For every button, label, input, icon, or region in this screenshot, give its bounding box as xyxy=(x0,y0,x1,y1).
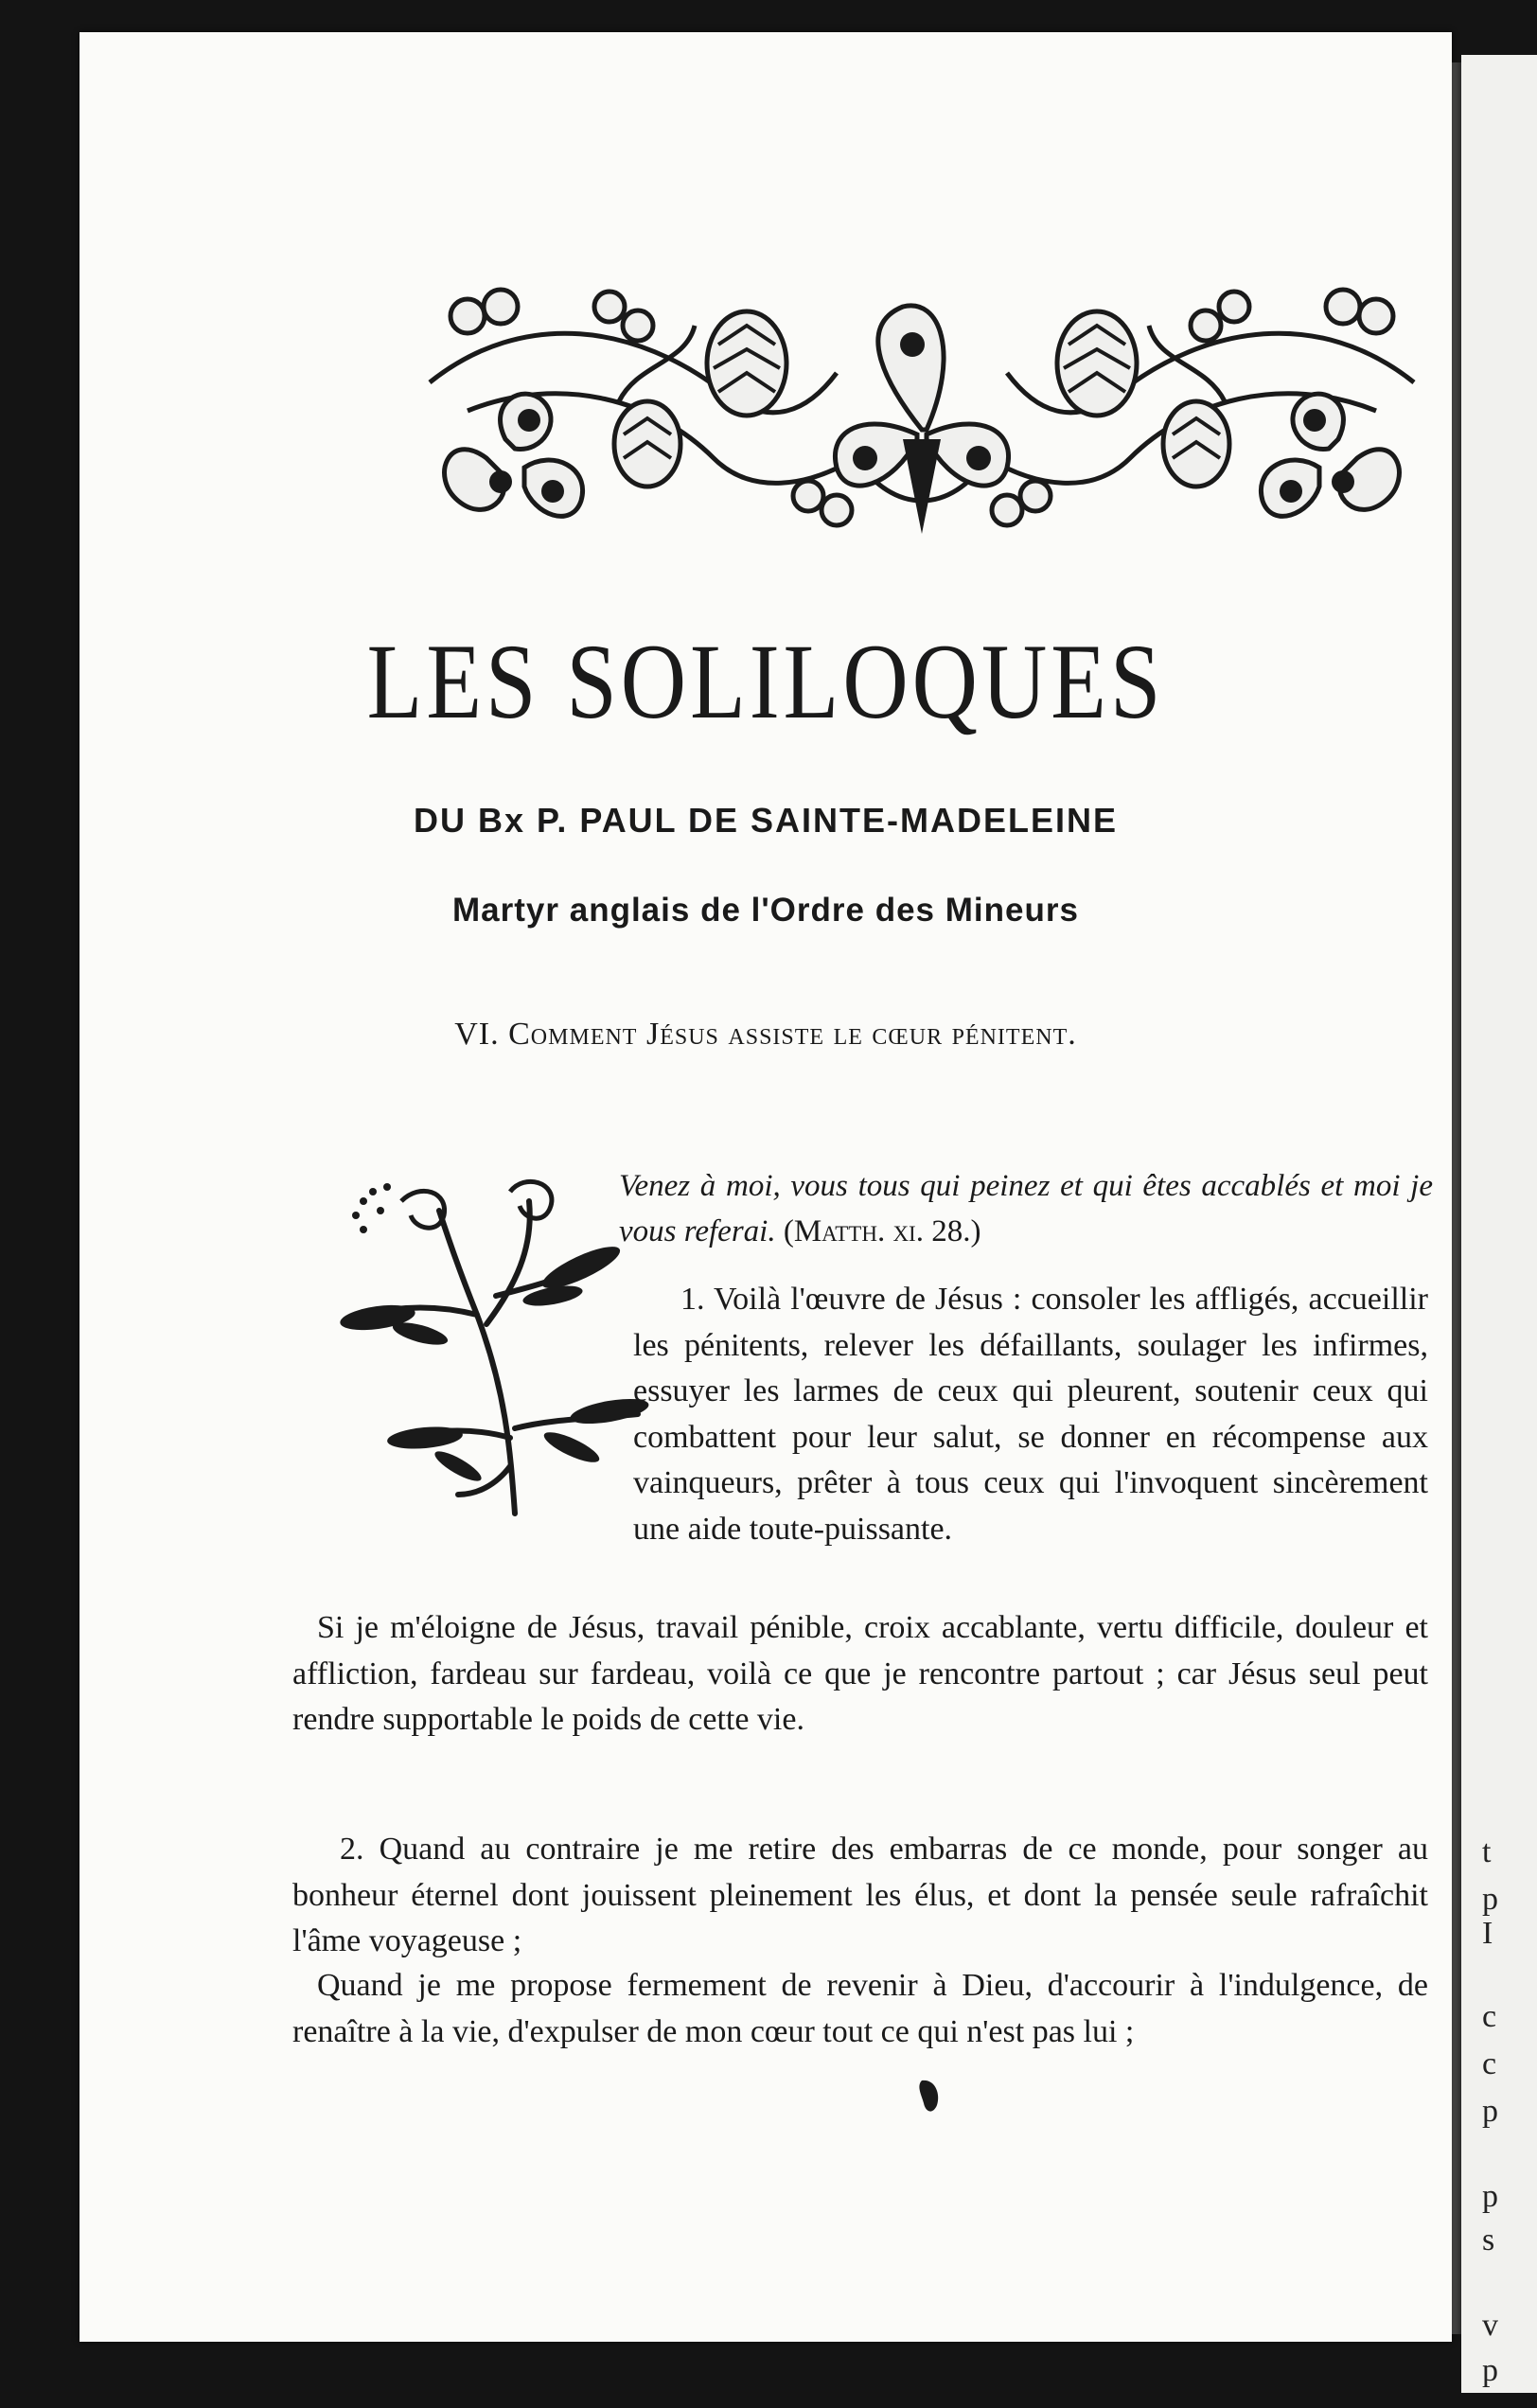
adjacent-page-letter: c xyxy=(1482,1999,1497,2034)
adjacent-page-letter: p xyxy=(1482,1882,1498,1917)
adjacent-page xyxy=(1461,55,1537,2393)
adjacent-page-letter: I xyxy=(1482,1916,1493,1951)
chapter-heading: VI. Comment Jésus assiste le cœur pénitent. xyxy=(454,1017,1077,1052)
paragraph: Quand je me propose fermement de revenir à Dieu, d'accourir à l'indulgence, de renaître à la vie, d'expulser de mon cœur tout ce qui n'est pas lui ; xyxy=(292,1968,1428,2049)
ink-blot-icon xyxy=(914,2077,943,2115)
epigraph-text: Venez à moi, vous tous qui peinez et qui êtes accablés et moi je vous referai. xyxy=(619,1169,1433,1248)
paragraph xyxy=(292,1277,1428,1578)
page-title: LES SOLILOQUES xyxy=(366,621,1165,741)
adjacent-page-letter: p xyxy=(1482,2094,1498,2129)
paragraph-text: 2. Quand au contraire je me retire des embarras de ce monde, pour songer au bonheur éternel dont jouissent pleinement les élus, et dont la pensée seule rafraîchit l'âme voyageuse ; xyxy=(292,1832,1428,1958)
clover-thistle-ornament-icon xyxy=(411,269,1433,543)
adjacent-page-letter: v xyxy=(1482,2308,1498,2343)
epigraph-reference: (Matth. xi. 28.) xyxy=(783,1214,981,1248)
author-line: DU Bx P. PAUL DE SAINTE-MADELEINE xyxy=(413,801,1119,840)
paragraph: Si je m'éloigne de Jésus, travail pénible, croix accablante, vertu difficile, douleur et affliction, fardeau sur fardeau, voilà ce que je rencontre partout ; car Jésus seul peut rendre supportable le poids de cette vie. xyxy=(292,1610,1428,1737)
paragraph xyxy=(292,1827,1428,1965)
paragraph-text: 1. Voilà l'œuvre de Jésus : consoler les affligés, accueillir les pénitents, relever les défaillants, soulager les infirmes, essuyer les larmes de ceux qui pleurent, soutenir ceux qui combattent pour leur salut, se donner en récompense aux vainqueurs, prêter à tous ceux qui l'invoquent sincèrement une aide toute-puissante. xyxy=(633,1282,1428,1547)
author-description: Martyr anglais de l'Ordre des Mineurs xyxy=(452,892,1079,929)
adjacent-page-letter: s xyxy=(1482,2222,1495,2258)
book-page xyxy=(80,32,1452,2342)
flower-float-spacer xyxy=(292,1277,633,1578)
epigraph xyxy=(619,1163,1433,1254)
adjacent-page-letter: t xyxy=(1482,1834,1492,1869)
adjacent-page-letter: p xyxy=(1482,2353,1498,2388)
adjacent-page-letter: p xyxy=(1482,2179,1498,2214)
adjacent-page-letter: c xyxy=(1482,2046,1497,2081)
